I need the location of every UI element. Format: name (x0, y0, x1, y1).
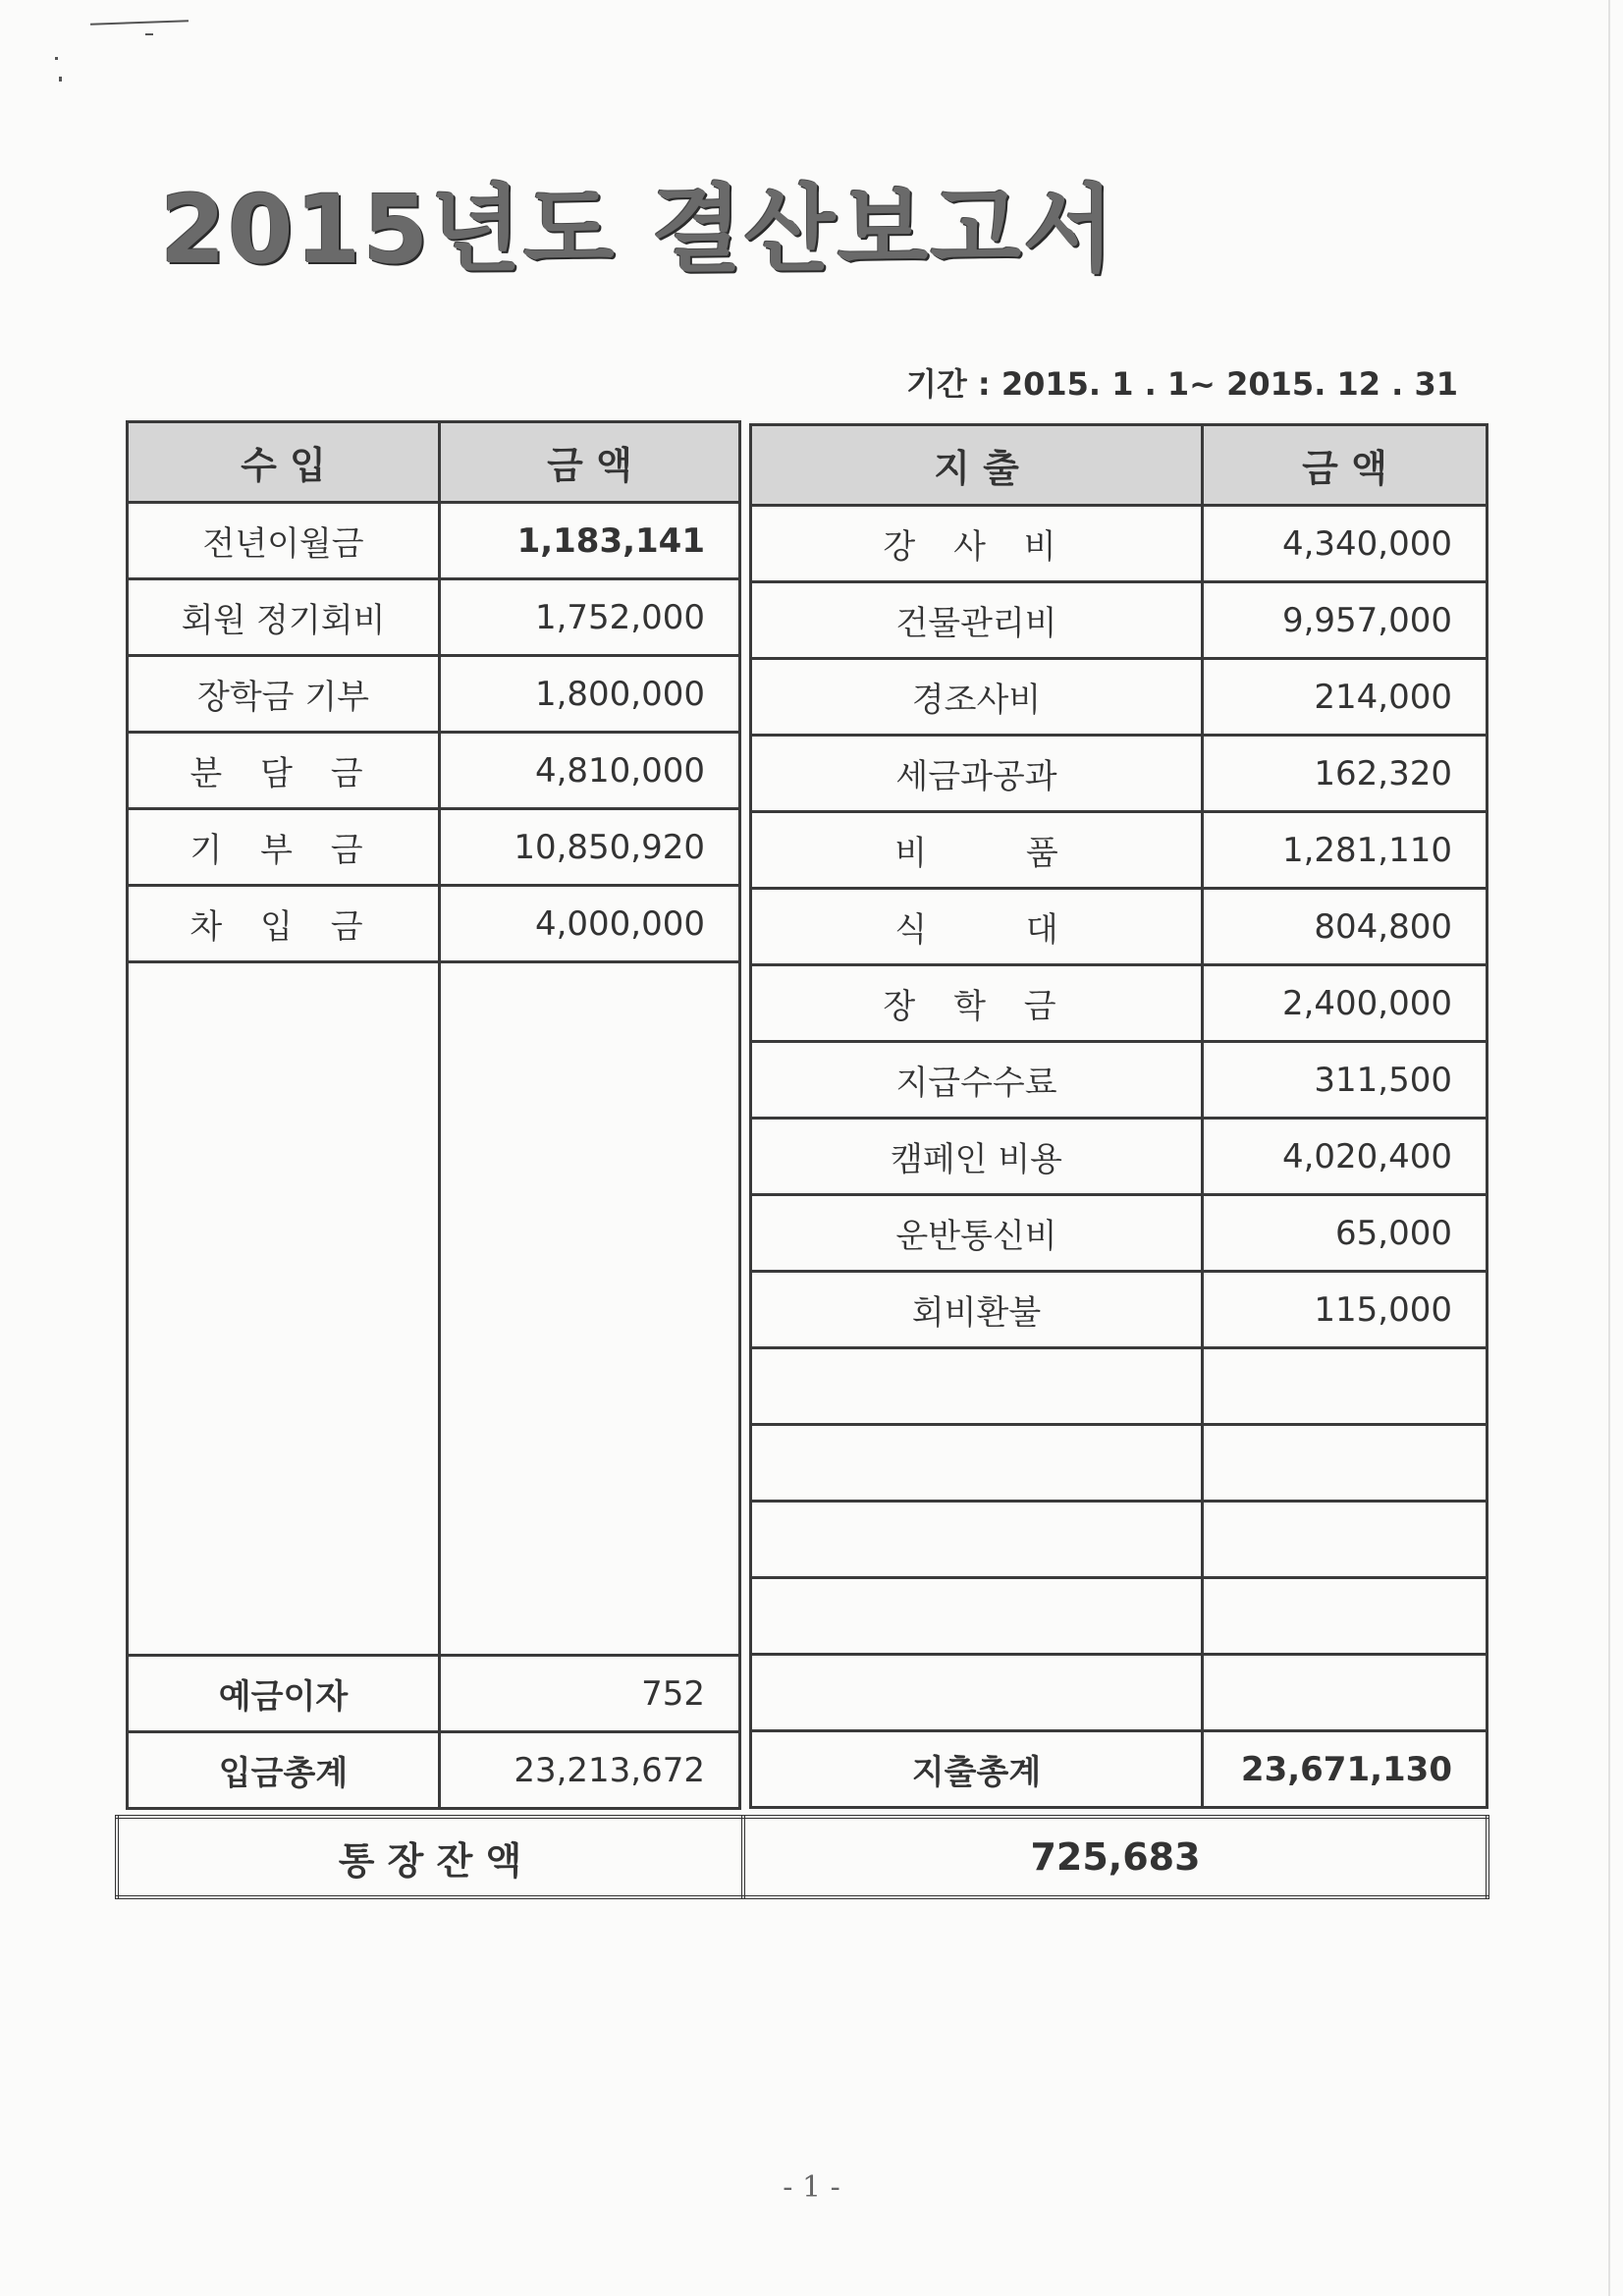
expense-label: 건물관리비 (751, 582, 1203, 659)
expense-label: 비 품 (751, 812, 1203, 889)
table-row (751, 1119, 1488, 1195)
income-amount: 1,800,000 (440, 656, 740, 733)
empty-cell (751, 1348, 1203, 1425)
expense-amount: 9,957,000 (1203, 582, 1488, 659)
table-row (128, 579, 740, 656)
empty-cell (1203, 1348, 1488, 1425)
table-row (751, 1731, 1488, 1808)
table-row (751, 1042, 1488, 1119)
income-label: 장학금 기부 (128, 656, 440, 733)
table-row (751, 1195, 1488, 1272)
expense-label: 운반통신비 (751, 1195, 1203, 1272)
balance-label: 통 장 잔 액 (117, 1817, 743, 1897)
table-row (128, 656, 740, 733)
income-total-amount: 23,213,672 (440, 1732, 740, 1809)
table-row (751, 965, 1488, 1042)
expense-label: 캠페인 비용 (751, 1119, 1203, 1195)
expense-header-row (751, 425, 1488, 506)
table-row (751, 736, 1488, 812)
income-total-label: 입금총계 (128, 1732, 440, 1809)
income-amount: 4,000,000 (440, 886, 740, 962)
interest-label: 예금이자 (128, 1656, 440, 1732)
scan-mark (59, 77, 62, 82)
scan-mark (145, 33, 153, 35)
income-amount: 1,183,141 (440, 503, 740, 579)
expense-label: 강 사 비 (751, 506, 1203, 582)
report-period: 기간 : 2015. 1 . 1~ 2015. 12 . 31 (905, 365, 1458, 403)
empty-row (751, 1348, 1488, 1425)
expense-amount: 4,020,400 (1203, 1119, 1488, 1195)
expense-label: 회비환불 (751, 1272, 1203, 1348)
income-label: 기 부 금 (128, 809, 440, 886)
table-row (751, 659, 1488, 736)
expense-label: 세금과공과 (751, 736, 1203, 812)
expense-amount-header: 금 액 (1203, 425, 1488, 506)
table-row (751, 889, 1488, 965)
expense-amount: 115,000 (1203, 1272, 1488, 1348)
expense-label: 장 학 금 (751, 965, 1203, 1042)
scan-edge (1608, 0, 1610, 2296)
empty-cell (440, 962, 740, 1656)
balance-row (117, 1817, 1488, 1897)
income-header-row (128, 422, 740, 503)
scan-mark (90, 20, 189, 25)
table-row (128, 1656, 740, 1732)
page-number: - 1 - (783, 2170, 840, 2205)
empty-row (128, 962, 740, 1656)
income-amount: 4,810,000 (440, 733, 740, 809)
expense-amount: 311,500 (1203, 1042, 1488, 1119)
income-label: 전년이월금 (128, 503, 440, 579)
empty-cell (751, 1655, 1203, 1731)
table-row (128, 733, 740, 809)
income-item-header: 수 입 (128, 422, 440, 503)
expense-amount: 65,000 (1203, 1195, 1488, 1272)
expense-amount: 214,000 (1203, 659, 1488, 736)
table-row (751, 506, 1488, 582)
balance-table (115, 1815, 1489, 1899)
empty-row (751, 1578, 1488, 1655)
table-row (128, 809, 740, 886)
income-amount: 10,850,920 (440, 809, 740, 886)
expense-item-header: 지 출 (751, 425, 1203, 506)
expense-table (749, 423, 1488, 1809)
income-label: 분 담 금 (128, 733, 440, 809)
empty-cell (1203, 1502, 1488, 1578)
interest-amount: 752 (440, 1656, 740, 1732)
expense-label: 식 대 (751, 889, 1203, 965)
expense-total-amount: 23,671,130 (1203, 1731, 1488, 1808)
page-title: 2015년도 결산보고서 (160, 175, 1116, 285)
empty-cell (751, 1502, 1203, 1578)
expense-amount: 2,400,000 (1203, 965, 1488, 1042)
empty-row (751, 1425, 1488, 1502)
expense-amount: 4,340,000 (1203, 506, 1488, 582)
scan-mark (55, 57, 58, 60)
table-row (751, 582, 1488, 659)
empty-row (751, 1502, 1488, 1578)
empty-cell (1203, 1578, 1488, 1655)
empty-cell (751, 1578, 1203, 1655)
income-label: 회원 정기회비 (128, 579, 440, 656)
expense-amount: 162,320 (1203, 736, 1488, 812)
expense-label: 지급수수료 (751, 1042, 1203, 1119)
balance-amount: 725,683 (743, 1817, 1488, 1897)
expense-label: 경조사비 (751, 659, 1203, 736)
expense-amount: 804,800 (1203, 889, 1488, 965)
table-row (128, 503, 740, 579)
empty-cell (1203, 1655, 1488, 1731)
empty-cell (751, 1425, 1203, 1502)
empty-row (751, 1655, 1488, 1731)
table-row (751, 812, 1488, 889)
table-row (128, 886, 740, 962)
income-amount: 1,752,000 (440, 579, 740, 656)
expense-total-label: 지출총계 (751, 1731, 1203, 1808)
table-row (128, 1732, 740, 1809)
empty-cell (128, 962, 440, 1656)
table-row (751, 1272, 1488, 1348)
income-label: 차 입 금 (128, 886, 440, 962)
expense-amount: 1,281,110 (1203, 812, 1488, 889)
empty-cell (1203, 1425, 1488, 1502)
income-table (126, 420, 741, 1810)
income-amount-header: 금 액 (440, 422, 740, 503)
